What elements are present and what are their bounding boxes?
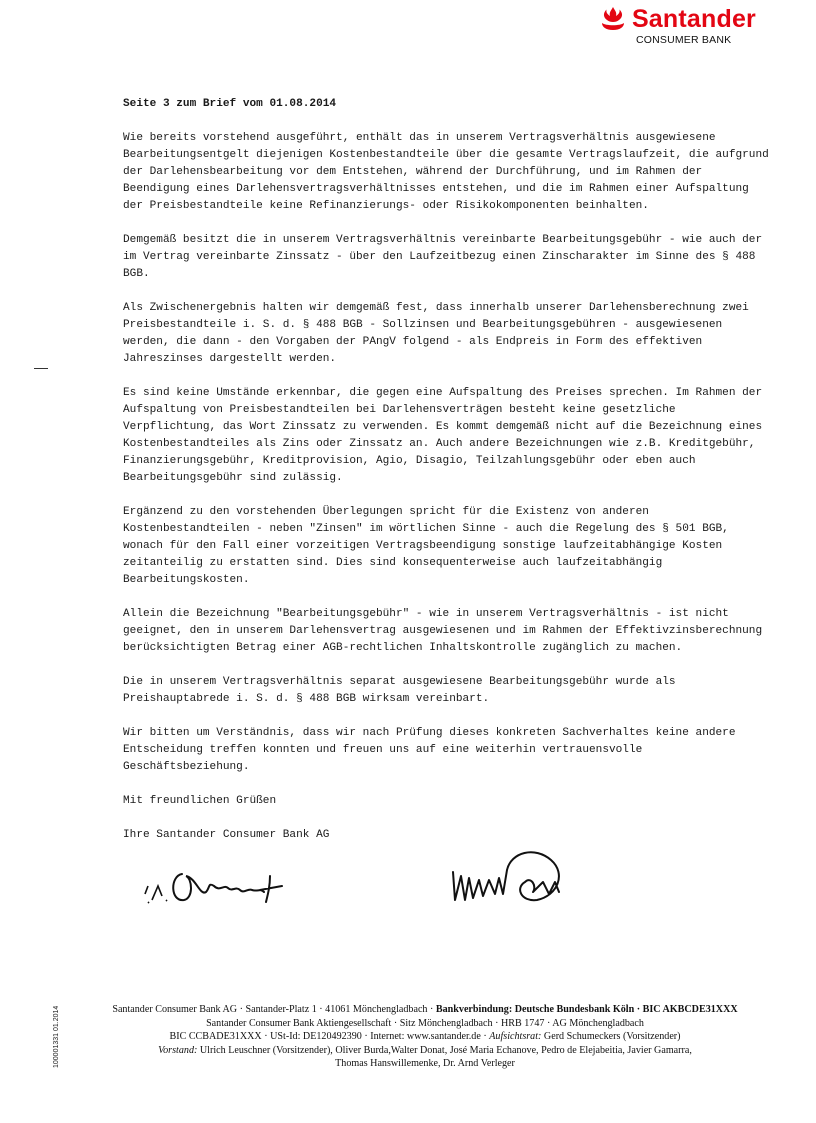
footer-line-5: Thomas Hanswillemenke, Dr. Arnd Verleger bbox=[335, 1058, 515, 1070]
document-code: 100001331 01.2014 bbox=[53, 1005, 60, 1068]
flame-icon bbox=[600, 6, 626, 32]
brand-subtitle: CONSUMER BANK bbox=[635, 34, 732, 46]
footer-line-3: BIC CCBADE31XXX · USt-Id: DE120492390 · Internet: www.santander.de · Aufsichtsrat: Gerd Schumeckers (Vorsitzender) bbox=[169, 1031, 681, 1043]
footer-line-1: Santander Consumer Bank AG · Santander-Platz 1 · 41061 Mönchengladbach · Bankverbindung: Deutsche Bundesbank Köln · BIC AKBCDE31XXX bbox=[112, 1004, 738, 1015]
page-heading: Seite 3 zum Brief vom 01.08.2014 bbox=[123, 98, 337, 110]
paragraph: Allein die Bezeichnung "Bearbeitungsgebühr" - wie in unserem Vertragsverhältnis - ist nicht geeignet, den in unserem Darlehensvertrag ausgewiesenen und im Rahmen der Effektivzinsberechnung berücksichtigten Betrag einer AGB-rechtlichen Inhaltskontrolle zugänglich zu machen. bbox=[123, 608, 763, 654]
brand-name: Santander bbox=[631, 5, 756, 33]
paragraph: Die in unserem Vertragsverhältnis separat ausgewiesene Bearbeitungsgebühr wurde als Preishauptabrede i. S. d. § 488 BGB wirksam vereinbart. bbox=[123, 676, 676, 705]
sender-name: Ihre Santander Consumer Bank AG bbox=[123, 829, 330, 841]
paragraph: Als Zwischenergebnis halten wir demgemäß fest, dass innerhalb unserer Darlehensberechnung zwei Preisbestandteile i. S. d. § 488 BGB - Sollzinsen und Bearbeitungsgebühren - ausgewiesenen werden, die dann - den Vorgaben der PAngV folgend - als Endpreis in Form des effektiven Jahreszinses dargestellt werden. bbox=[123, 302, 749, 365]
paragraph: Demgemäß besitzt die in unserem Vertragsverhältnis vereinbarte Bearbeitungsgebühr - wie auch der im Vertrag vereinbarte Zinssatz - über den Laufzeitbezug einen Zinscharakter im Sinne des § 488 BGB. bbox=[123, 234, 763, 280]
paragraph: Ergänzend zu den vorstehenden Überlegungen spricht für die Existenz von anderen Kostenbestandteilen - neben "Zinsen" im wörtlichen Sinne - auch die Regelung des § 501 BGB, wonach für den Fall einer vorzeitigen Vertragsbeendigung sonstige laufzeitabhängige Kosten zeitanteilig zu erstatten sind. Dies sind konsequenterweise auch laufzeitabhängig Bearbeitungskosten. bbox=[123, 506, 729, 586]
paragraph: Es sind keine Umstände erkennbar, die gegen eine Aufspaltung des Preises sprechen. Im Rahmen der Aufspaltung von Preisbestandteilen bei Darlehensverträgen besteht keine gesetzliche Verpflichtung, das Wort Zinssatz zu verwenden. Es kommt demgemäß nicht auf die Bezeichnung eines Kostenbestandteiles als Zins oder Zinssatz an. Auch andere Bezeichnungen wie z.B. Kreditgebühr, Finanzierungsgebühr, Kreditprovision, Agio, Disagio, Teilzahlungsgebühr oder eben auch Bearbeitungsgebühr sind zulässig. bbox=[123, 387, 763, 484]
closing-greeting: Mit freundlichen Grüßen bbox=[123, 795, 277, 807]
signature-right bbox=[445, 842, 573, 908]
signature-left bbox=[140, 862, 300, 912]
paragraph: Wir bitten um Verständnis, dass wir nach Prüfung dieses konkreten Sachverhaltes keine andere Entscheidung treffen konnten und freuen uns auf eine weiterhin vertrauensvolle Geschäftsbeziehung. bbox=[123, 727, 736, 773]
footer-line-2: Santander Consumer Bank Aktiengesellschaft · Sitz Mönchengladbach · HRB 1747 · AG Mönchengladbach bbox=[206, 1017, 644, 1029]
fold-mark bbox=[34, 368, 48, 369]
footer-line-4: Vorstand: Ulrich Leuschner (Vorsitzender), Oliver Burda,Walter Donat, José Maria Echanove, Pedro de Elejabeitia, Javier Gamarra, bbox=[158, 1044, 692, 1056]
letter-footer bbox=[105, 1003, 745, 1071]
santander-logo bbox=[600, 6, 756, 46]
paragraph: Wie bereits vorstehend ausgeführt, enthält das in unserem Vertragsverhältnis ausgewiesene Bearbeitungsentgelt diejenigen Kostenbestandteile über die gesamte Vertragslaufzeit, die aufgrund der Darlehensbearbeitung vor dem Entstehen, während der Durchführung, und im Rahmen der Beendigung eines Darlehensvertragsverhältnisses entstehen, und die im Rahmen einer Aufspaltung der Preisbestandteile keine Refinanzierungs- oder Risikokomponenten beinhalten. bbox=[123, 132, 769, 212]
letter-body bbox=[123, 96, 773, 861]
